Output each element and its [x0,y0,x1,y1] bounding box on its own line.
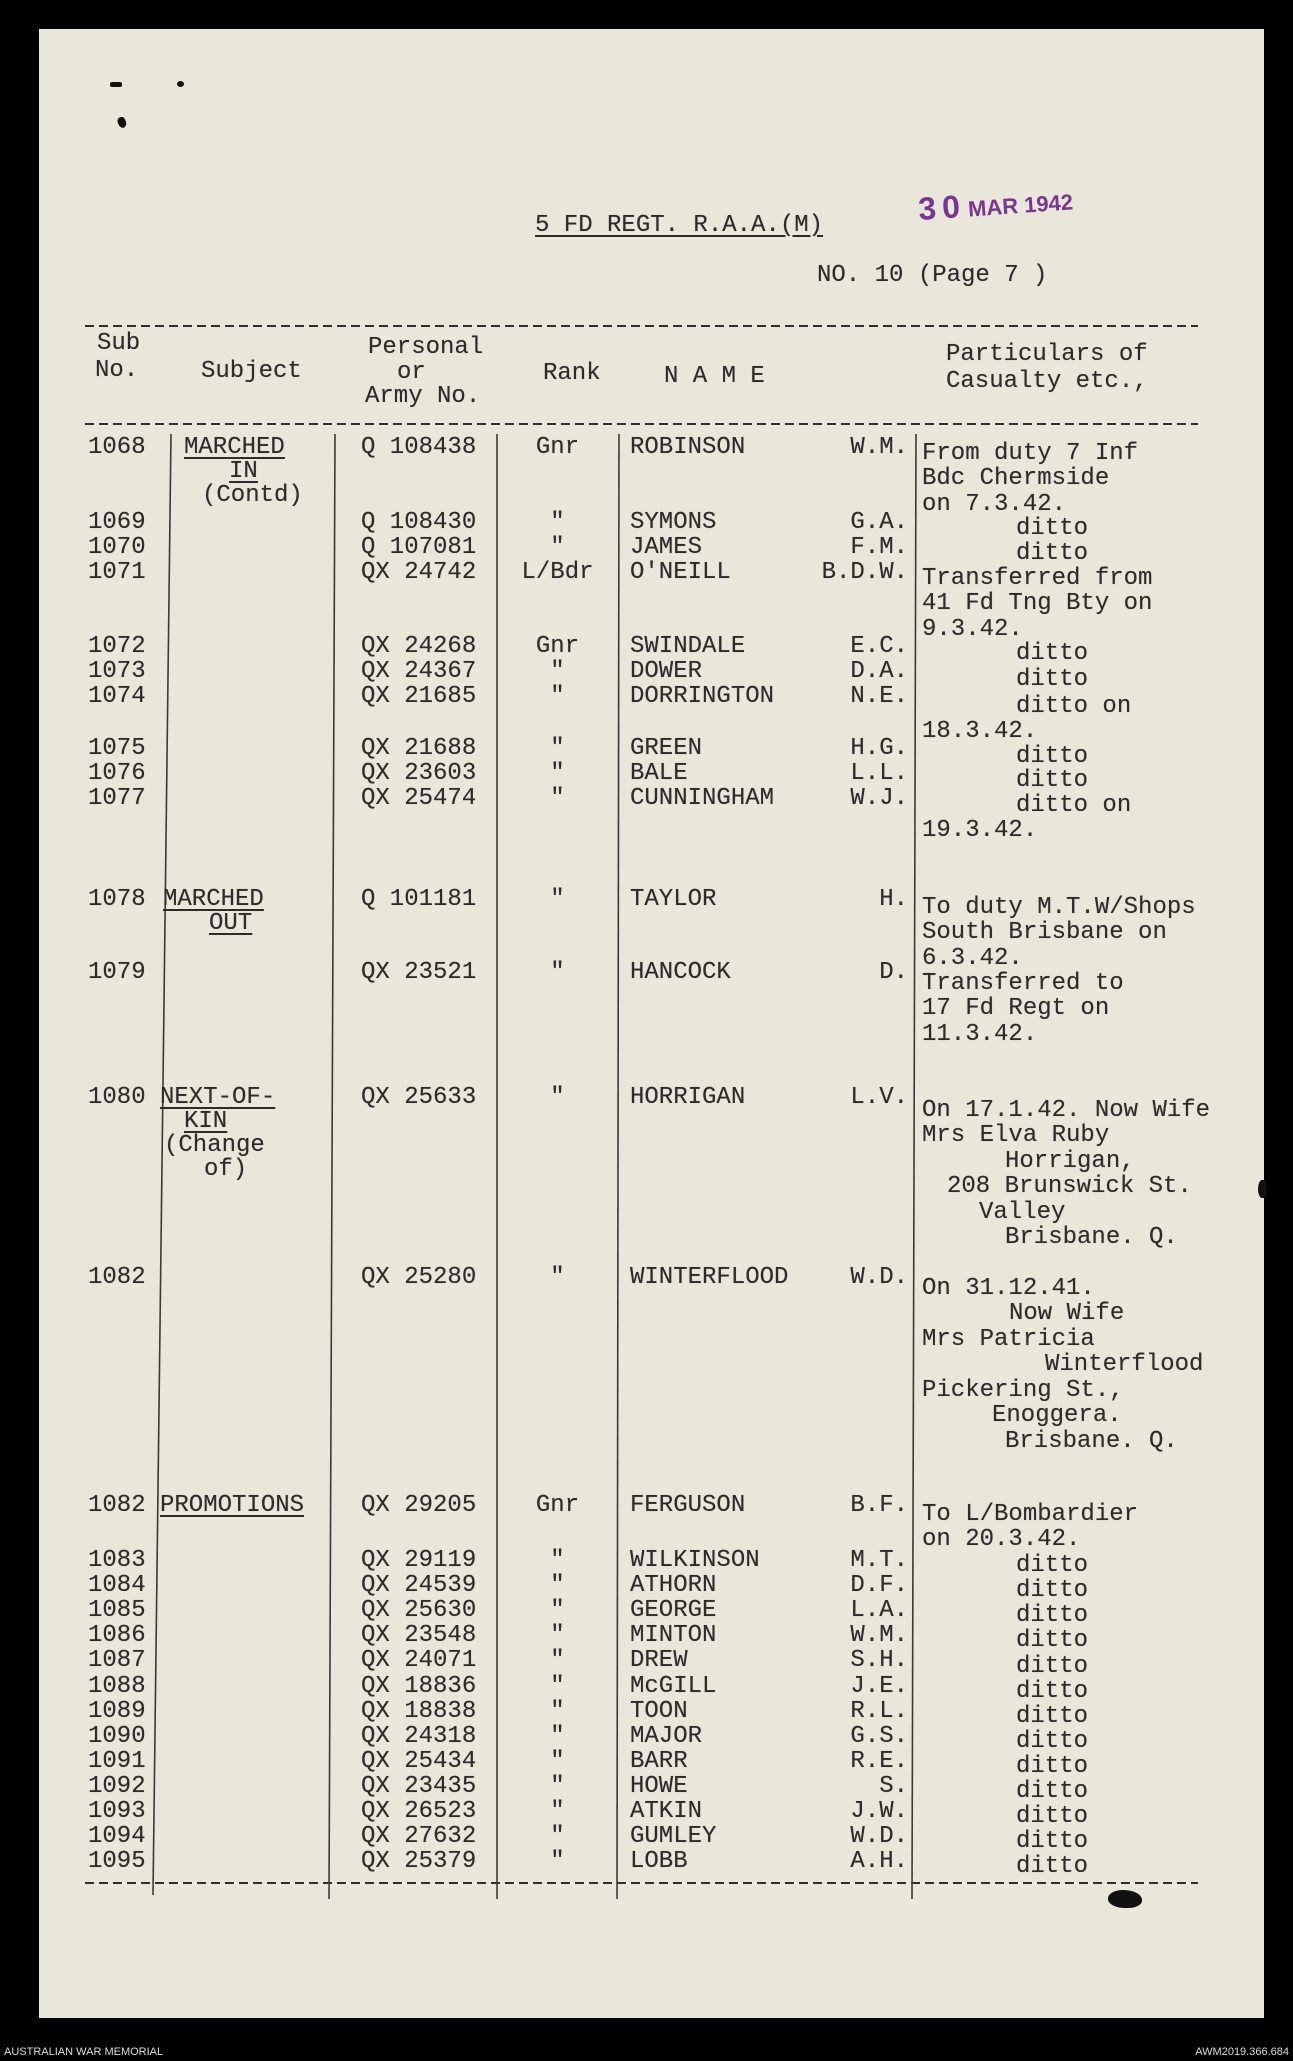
subject-heading: PROMOTIONS [160,1491,305,1519]
rank: " [550,1263,565,1291]
initials: S. [879,1772,908,1800]
column-header-particulars: Particulars of [946,341,1148,368]
particulars-line: Brisbane. Q. [1005,1224,1178,1251]
sub-number: 1075 [88,734,146,762]
initials: H. [879,885,908,913]
particulars-line: 11.3.42. [922,1020,1038,1048]
army-number: QX 25379 [361,1847,477,1875]
sub-number: 1095 [88,1847,146,1875]
sub-number: 1088 [88,1672,146,1700]
surname: HANCOCK [630,958,731,986]
particulars-line: ditto [1016,1827,1089,1855]
surname: GREEN [630,734,703,762]
particulars-line: Enoggera. [992,1402,1122,1429]
particulars-line: To duty M.T.W/Shops [922,893,1196,921]
particulars-line: ditto [1016,1551,1089,1579]
army-number: QX 18838 [361,1697,477,1725]
sub-number: 1090 [88,1722,146,1750]
column-header-casualty: Casualty etc., [946,368,1148,395]
rank: " [550,759,565,787]
initials: G.A. [850,508,908,536]
order-number: NO. 10 (Page 7 ) [817,262,1048,289]
sub-number: 1094 [88,1822,146,1850]
initials: E.C. [850,632,908,660]
initials: N.E. [850,682,908,710]
initials: W.J. [850,784,908,812]
rank: Gnr [535,632,580,660]
rank: " [550,1722,565,1750]
archive-credit: AUSTRALIAN WAR MEMORIAL [4,2046,164,2058]
sub-number: 1077 [88,784,146,812]
initials: M.T. [850,1546,908,1574]
subject-heading: MARCHED [184,433,285,461]
particulars-line: ditto [1016,1626,1089,1654]
subject-heading: (Change [164,1131,265,1159]
surname: HOWE [630,1772,688,1800]
sub-number: 1080 [88,1083,146,1111]
army-number: Q 108438 [361,433,477,461]
surname: BALE [630,759,688,787]
sub-number: 1068 [88,433,146,461]
army-number-column-rule [329,434,335,1899]
initials: L.L. [850,759,908,787]
initials: H.G. [850,734,908,762]
surname: WILKINSON [630,1546,760,1574]
sub-number: 1084 [88,1571,146,1599]
initials: J.E. [850,1672,908,1700]
surname: ROBINSON [630,433,746,461]
surname: ATKIN [630,1797,703,1825]
sub-number: 1091 [88,1747,146,1775]
rank: " [550,1571,565,1599]
sub-number: 1072 [88,632,146,660]
army-number: QX 24742 [361,558,477,586]
initials: W.D. [850,1263,908,1291]
particulars-line: Mrs Elva Ruby [922,1122,1110,1149]
surname: BARR [630,1747,688,1775]
army-number: QX 24318 [361,1722,477,1750]
army-number: QX 23435 [361,1772,477,1800]
particulars-line: ditto [1016,514,1089,542]
rank: " [550,1546,565,1574]
initials: W.M. [850,433,908,461]
column-header-subject: Subject [201,358,302,385]
rank: " [550,682,565,710]
surname: DORRINGTON [630,682,775,710]
particulars-line: Valley [979,1198,1066,1226]
particulars-line: 17 Fd Regt on [922,995,1110,1022]
particulars-line: ditto [1016,1576,1089,1604]
army-number: QX 21685 [361,682,477,710]
sub-number: 1087 [88,1646,146,1674]
surname: DREW [630,1646,688,1674]
subject-column-rule [153,434,171,1895]
column-header-rank: Rank [543,360,601,387]
column-header-sub: Sub [97,330,141,357]
sub-number: 1069 [88,508,146,536]
army-number: QX 25633 [361,1083,477,1111]
sub-number: 1079 [88,958,146,986]
rank: " [550,784,565,812]
particulars-line: ditto [1016,539,1089,567]
army-number: QX 25434 [361,1747,477,1775]
rank: " [550,1797,565,1825]
column-header-no: No. [95,357,139,384]
initials: L.V. [850,1083,908,1111]
column-header-name: N A M E [664,363,765,390]
particulars-line: ditto [1016,1601,1089,1629]
sub-number: 1076 [88,759,146,787]
rank: " [550,1847,565,1875]
surname: CUNNINGHAM [630,784,775,812]
particulars-line: ditto on [1016,692,1132,720]
rank: Gnr [535,433,580,461]
particulars-line: ditto [1016,1802,1089,1830]
army-number: QX 24071 [361,1646,477,1674]
particulars-line: on 7.3.42. [922,490,1067,518]
surname: GUMLEY [630,1822,717,1850]
subject-heading: NEXT-OF- [160,1083,276,1111]
army-number: QX 24268 [361,632,477,660]
subject-heading: OUT [209,909,253,937]
particulars-line: ditto [1016,1652,1089,1680]
surname: SWINDALE [630,632,746,660]
particulars-line: Brisbane. Q. [1005,1427,1178,1455]
particulars-line: Transferred from [922,564,1153,592]
surname: TOON [630,1697,688,1725]
particulars-line: ditto [1016,1852,1089,1880]
initials: L.A. [850,1596,908,1624]
initials: F.M. [850,533,908,561]
particulars-line: ditto [1016,742,1089,770]
subject-heading: MARCHED [163,885,264,913]
sub-number: 1082 [88,1263,146,1291]
particulars-line: South Brisbane on [922,919,1167,946]
initials: A.H. [850,1847,908,1875]
rank: " [550,1822,565,1850]
initials: J.W. [850,1797,908,1825]
particulars-line: 41 Fd Tng Bty on [922,590,1153,617]
sub-number: 1073 [88,657,146,685]
particulars-line: Bdc Chermside [922,465,1110,492]
army-number: QX 29119 [361,1546,477,1574]
stamp-month-year: MAR 1942 [967,189,1074,222]
sub-number: 1086 [88,1621,146,1649]
particulars-line: 19.3.42. [922,817,1038,844]
sub-number: 1070 [88,533,146,561]
particulars-line: Mrs Patricia [922,1325,1095,1353]
surname: DOWER [630,657,703,685]
particulars-line: ditto [1016,1677,1089,1705]
initials: S.H. [850,1646,908,1674]
particulars-line: 9.3.42. [922,615,1023,643]
unit-heading: 5 FD REGT. R.A.A.(M) [535,212,824,239]
particulars-line: From duty 7 Inf [922,439,1139,467]
rank: " [550,1596,565,1624]
army-number: QX 25630 [361,1596,477,1624]
sub-number: 1093 [88,1797,146,1825]
sub-number: 1083 [88,1546,146,1574]
army-number: QX 25474 [361,784,477,812]
army-number: QX 23521 [361,958,477,986]
rank: " [550,1672,565,1700]
army-number: QX 23548 [361,1621,477,1649]
army-number: QX 18836 [361,1672,477,1700]
army-number: Q 101181 [361,885,477,913]
army-number: QX 27632 [361,1822,477,1850]
archive-reference: AWM2019.366.684 [1195,2046,1289,2058]
column-header-or: or [397,359,426,386]
sub-number: 1089 [88,1697,146,1725]
particulars-line: ditto [1016,1727,1089,1755]
sub-number: 1082 [88,1491,146,1519]
army-number: QX 24367 [361,657,477,685]
particulars-line: On 17.1.42. Now Wife [922,1096,1211,1124]
initials: W.D. [850,1822,908,1850]
particulars-line: Pickering St., [922,1376,1124,1404]
column-header-personal: Personal [368,334,484,361]
army-number: Q 107081 [361,533,477,561]
initials: D.F. [850,1571,908,1599]
initials: R.L. [850,1697,908,1725]
army-number: QX 25280 [361,1263,477,1291]
initials: D.A. [850,657,908,685]
rank: Gnr [535,1491,580,1519]
subject-heading: IN [229,457,258,485]
particulars-line: Transferred to [922,969,1124,997]
surname: LOBB [630,1847,688,1875]
particulars-line: On 31.12.41. [922,1274,1095,1302]
particulars-line: 6.3.42. [922,944,1023,972]
sub-number: 1085 [88,1596,146,1624]
army-number: Q 108430 [361,508,477,536]
rank: L/Bdr [521,558,594,586]
initials: B.D.W. [821,558,908,586]
particulars-line: To L/Bombardier [922,1500,1139,1528]
initials: R.E. [850,1747,908,1775]
particulars-line: on 20.3.42. [922,1526,1081,1553]
particulars-line: ditto [1016,766,1089,794]
rank: " [550,734,565,762]
particulars-line: Winterflood [1045,1351,1204,1378]
particulars-column-rule [912,434,916,1899]
rank: " [550,1697,565,1725]
sub-number: 1078 [88,885,146,913]
sub-number: 1074 [88,682,146,710]
particulars-line: ditto [1016,1702,1089,1730]
subject-heading: (Contd) [202,481,303,509]
surname: HORRIGAN [630,1083,746,1111]
particulars-line: ditto [1016,1777,1089,1805]
surname: WINTERFLOOD [630,1263,789,1291]
column-header-army-no: Army No. [365,383,481,410]
surname: TAYLOR [630,885,717,913]
particulars-line: 208 Brunswick St. [947,1173,1192,1200]
surname: SYMONS [630,508,717,536]
sub-number: 1092 [88,1772,146,1800]
stamp-day: 30 [917,187,968,228]
army-number: QX 23603 [361,759,477,787]
rank: " [550,1747,565,1775]
rank: " [550,958,565,986]
particulars-line: ditto [1016,665,1089,693]
rank: " [550,657,565,685]
surname: MINTON [630,1621,717,1649]
subject-heading: of) [204,1155,248,1183]
particulars-line: Now Wife [1009,1300,1125,1327]
army-number: QX 29205 [361,1491,477,1519]
particulars-line: ditto [1016,1752,1089,1780]
rank: " [550,533,565,561]
surname: ATHORN [630,1571,717,1599]
surname: JAMES [630,533,703,561]
surname: O'NEILL [630,558,731,586]
rank: " [550,508,565,536]
sub-number: 1071 [88,558,146,586]
particulars-line: Horrigan, [1005,1147,1135,1175]
rank: " [550,885,565,913]
rank: " [550,1772,565,1800]
rank: " [550,1646,565,1674]
particulars-line: 18.3.42. [922,718,1038,745]
particulars-line: ditto on [1016,791,1132,819]
subject-heading: KIN [184,1107,228,1135]
surname: GEORGE [630,1596,717,1624]
particulars-line: ditto [1016,639,1089,667]
initials: G.S. [850,1722,908,1750]
army-number: QX 21688 [361,734,477,762]
initials: D. [879,958,908,986]
surname: McGILL [630,1672,717,1700]
army-number: QX 24539 [361,1571,477,1599]
surname: FERGUSON [630,1491,746,1519]
rank: " [550,1083,565,1111]
surname: MAJOR [630,1722,703,1750]
rank: " [550,1621,565,1649]
initials: W.M. [850,1621,908,1649]
initials: B.F. [850,1491,908,1519]
army-number: QX 26523 [361,1797,477,1825]
